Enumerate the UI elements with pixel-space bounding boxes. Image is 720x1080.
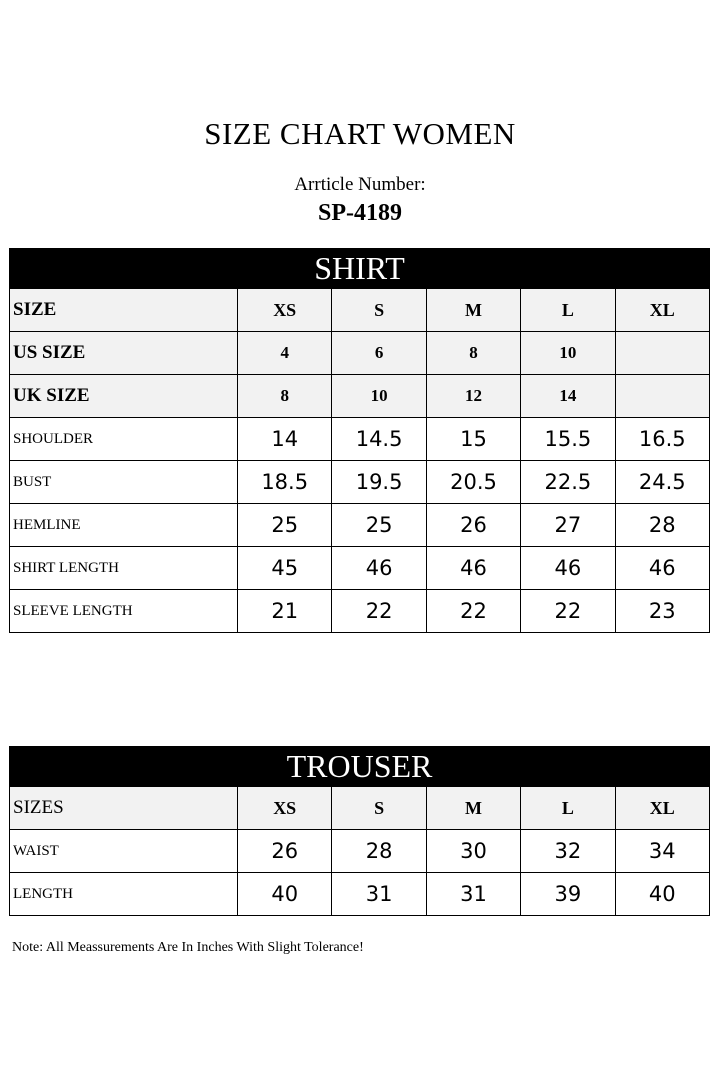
size-cell: 6: [332, 332, 426, 375]
size-cell: XL: [615, 289, 709, 332]
measurement-cell: 40: [615, 873, 709, 916]
measurement-cell: 24.5: [615, 461, 709, 504]
measurement-cell: 18.5: [238, 461, 332, 504]
row-label: SHOULDER: [10, 418, 238, 461]
size-cell: M: [426, 787, 520, 830]
table-row: [10, 873, 710, 916]
size-cell: 12: [426, 375, 520, 418]
measurement-cell: 14.5: [332, 418, 426, 461]
measurement-cell: 46: [521, 547, 615, 590]
trouser-heading: TROUSER: [9, 746, 710, 786]
size-cell: 8: [426, 332, 520, 375]
measurement-cell: 22: [521, 590, 615, 633]
measurement-cell: 22.5: [521, 461, 615, 504]
size-cell: XS: [238, 289, 332, 332]
row-label: SHIRT LENGTH: [10, 547, 238, 590]
shirt-table: [9, 288, 710, 633]
measurement-cell: 21: [238, 590, 332, 633]
measurement-cell: 16.5: [615, 418, 709, 461]
table-row: [10, 547, 710, 590]
article-number: SP-4189: [318, 200, 402, 226]
measurement-cell: 46: [426, 547, 520, 590]
row-label: SIZE: [10, 289, 238, 332]
table-row: [10, 787, 710, 830]
table-row: [10, 504, 710, 547]
measurement-cell: 31: [332, 873, 426, 916]
size-cell: S: [332, 289, 426, 332]
measurement-cell: 25: [238, 504, 332, 547]
size-cell: L: [521, 289, 615, 332]
trouser-table: [9, 786, 710, 916]
size-cell: XL: [615, 787, 709, 830]
size-cell: 14: [521, 375, 615, 418]
measurement-cell: 34: [615, 830, 709, 873]
table-row: [10, 332, 710, 375]
article-number-label: Arrticle Number:: [294, 174, 426, 195]
measurement-cell: 31: [426, 873, 520, 916]
size-cell: L: [521, 787, 615, 830]
table-row: [10, 830, 710, 873]
measurement-cell: 30: [426, 830, 520, 873]
size-cell: 4: [238, 332, 332, 375]
measurement-cell: 28: [332, 830, 426, 873]
size-cell: 8: [238, 375, 332, 418]
table-row: [10, 289, 710, 332]
measurement-cell: 26: [238, 830, 332, 873]
size-cell: S: [332, 787, 426, 830]
measurement-cell: 32: [521, 830, 615, 873]
page-title: SIZE CHART WOMEN: [204, 116, 516, 151]
measurement-cell: 40: [238, 873, 332, 916]
size-cell: XS: [238, 787, 332, 830]
measurement-cell: 27: [521, 504, 615, 547]
row-label: SIZES: [10, 787, 238, 830]
table-row: [10, 461, 710, 504]
shirt-section: [9, 248, 710, 633]
size-cell: 10: [332, 375, 426, 418]
table-row: [10, 375, 710, 418]
measurement-cell: 14: [238, 418, 332, 461]
measurement-cell: 46: [332, 547, 426, 590]
row-label: US SIZE: [10, 332, 238, 375]
measurement-cell: 22: [426, 590, 520, 633]
measurement-cell: 15: [426, 418, 520, 461]
measurement-cell: 46: [615, 547, 709, 590]
size-cell: [615, 332, 709, 375]
row-label: HEMLINE: [10, 504, 238, 547]
table-row: [10, 590, 710, 633]
measurement-cell: 25: [332, 504, 426, 547]
measurement-cell: 20.5: [426, 461, 520, 504]
size-cell: M: [426, 289, 520, 332]
shirt-heading: SHIRT: [9, 248, 710, 288]
size-cell: [615, 375, 709, 418]
table-row: [10, 418, 710, 461]
measurement-cell: 15.5: [521, 418, 615, 461]
measurement-cell: 23: [615, 590, 709, 633]
row-label: UK SIZE: [10, 375, 238, 418]
row-label: LENGTH: [10, 873, 238, 916]
trouser-section: [9, 746, 710, 916]
size-cell: 10: [521, 332, 615, 375]
measurement-cell: 28: [615, 504, 709, 547]
measurement-cell: 19.5: [332, 461, 426, 504]
measurement-cell: 22: [332, 590, 426, 633]
measurement-cell: 39: [521, 873, 615, 916]
tolerance-note: Note: All Meassurements Are In Inches With Slight Tolerance!: [12, 940, 364, 955]
row-label: WAIST: [10, 830, 238, 873]
row-label: SLEEVE LENGTH: [10, 590, 238, 633]
measurement-cell: 45: [238, 547, 332, 590]
row-label: BUST: [10, 461, 238, 504]
measurement-cell: 26: [426, 504, 520, 547]
